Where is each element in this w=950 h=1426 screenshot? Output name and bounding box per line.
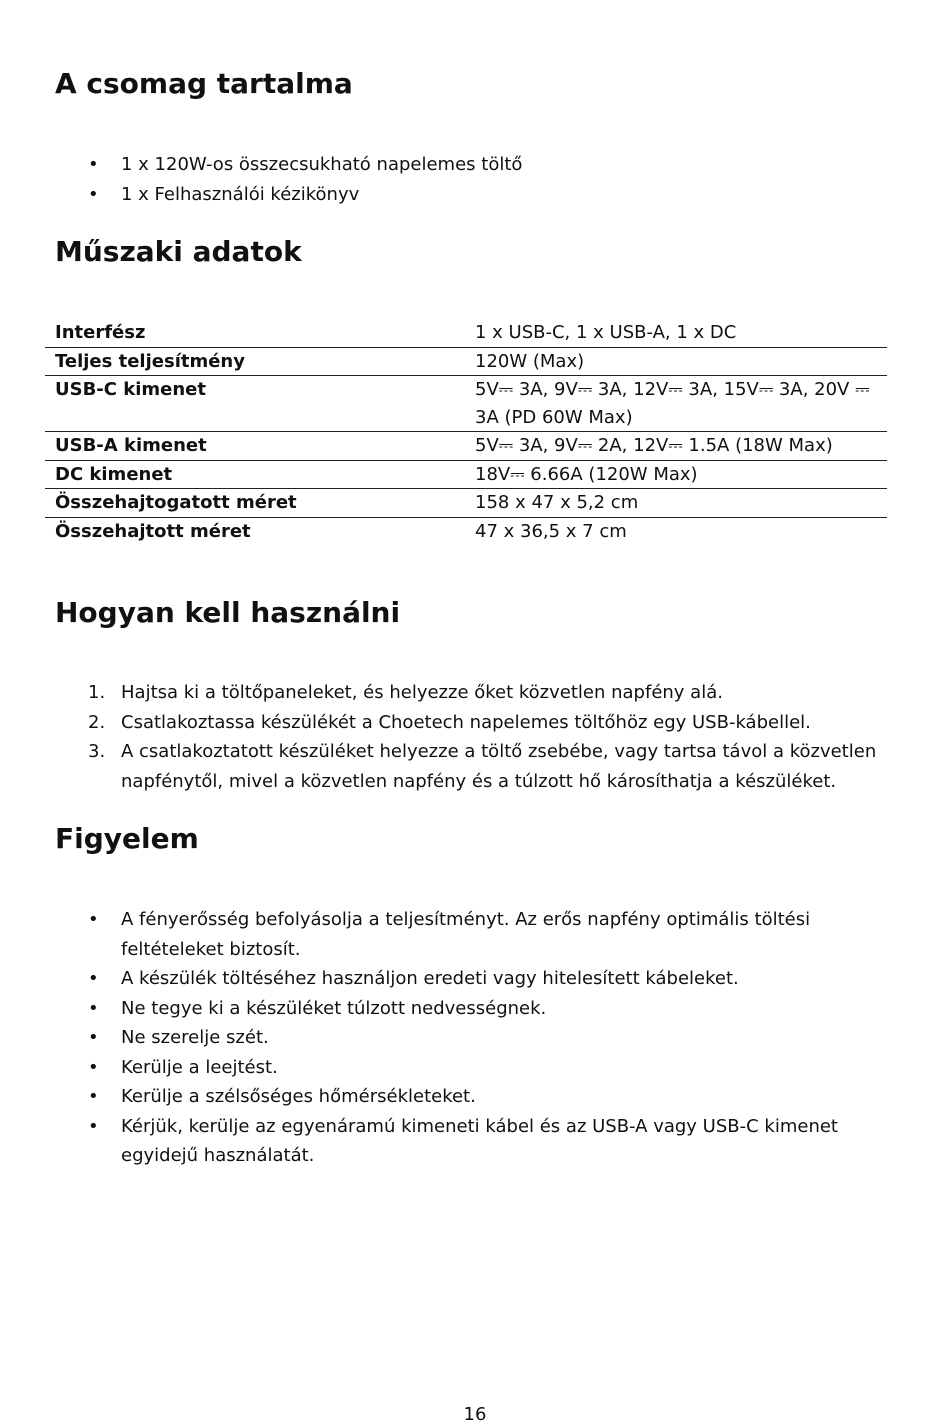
list-item: • A készülék töltéséhez használjon eredeti vagy hitelesített kábeleket. — [55, 964, 885, 994]
list-item: • 1 x Felhasználói kézikönyv — [55, 180, 885, 210]
spec-value: 158 x 47 x 5,2 cm — [465, 489, 887, 518]
table-row — [45, 489, 887, 518]
spec-label: Összehajtogatott méret — [45, 489, 465, 518]
list-item: • A fényerősség befolyásolja a teljesítményt. Az erős napfény optimális töltési feltételeket biztosít. — [55, 905, 885, 964]
list-item — [55, 737, 885, 796]
spec-value: 120W (Max) — [465, 347, 887, 376]
spec-value: 18V⎓ 6.66A (120W Max) — [465, 460, 887, 489]
spec-value: 47 x 36,5 x 7 cm — [475, 520, 627, 542]
spec-value: 5V⎓ 3A, 9V⎓ 2A, 12V⎓ 1.5A (18W Max) — [465, 432, 887, 461]
list-item: • Kerülje a szélsőséges hőmérsékleteket. — [55, 1082, 885, 1112]
usage-steps — [55, 678, 885, 796]
step-number: 2. — [88, 711, 106, 733]
specs-heading: Műszaki adatok — [55, 235, 302, 268]
page-number: 16 — [463, 1404, 487, 1425]
table-row — [45, 517, 887, 545]
step-text: Csatlakoztassa készülékét a Choetech napelemes töltőhöz egy USB-kábellel. — [121, 711, 811, 733]
spec-label: Összehajtott méret — [55, 520, 251, 542]
spec-value: 1 x USB-C, 1 x USB-A, 1 x DC — [465, 319, 887, 347]
step-number: 1. — [88, 682, 106, 703]
table-row — [45, 376, 887, 432]
warnings-list — [55, 905, 885, 1171]
spec-label: DC kimenet — [45, 460, 465, 489]
spec-label: USB-C kimenet — [45, 376, 465, 432]
list-item — [55, 678, 885, 708]
list-item: • Ne tegye ki a készüléket túlzott nedvességnek. — [55, 994, 885, 1024]
contents-list — [55, 150, 885, 209]
list-item — [55, 708, 885, 738]
step-text: Hajtsa ki a töltőpaneleket, és helyezze őket közvetlen napfény alá. — [121, 682, 723, 703]
specs-table — [45, 319, 887, 545]
spec-value: 5V⎓ 3A, 9V⎓ 3A, 12V⎓ 3A, 15V⎓ 3A, 20V ⎓ 3A (PD 60W Max) — [465, 376, 887, 432]
list-item: • 1 x 120W-os összecsukható napelemes töltő — [55, 150, 885, 180]
table-row — [45, 319, 887, 347]
spec-label: Teljes teljesítmény — [45, 347, 465, 376]
list-item: • Ne szerelje szét. — [55, 1023, 885, 1053]
spec-label: Interfész — [45, 319, 465, 347]
table-row — [45, 432, 887, 461]
table-row — [45, 460, 887, 489]
list-item: • Kérjük, kerülje az egyenáramú kimeneti kábel és az USB-A vagy USB-C kimenet egyidejű használatát. — [55, 1112, 885, 1171]
step-number: 3. — [88, 741, 106, 762]
table-row — [45, 347, 887, 376]
contents-heading: A csomag tartalma — [55, 67, 353, 100]
step-text: A csatlakoztatott készüléket helyezze a töltő zsebébe, vagy tartsa távol a közvetlen napfénytől, mivel a közvetlen napfény és a túlzott hő károsíthatja a készüléket. — [121, 741, 877, 792]
list-item: • Kerülje a leejtést. — [55, 1053, 885, 1083]
usage-heading: Hogyan kell használni — [55, 596, 401, 629]
spec-label: USB-A kimenet — [45, 432, 465, 461]
warnings-heading: Figyelem — [55, 822, 199, 855]
